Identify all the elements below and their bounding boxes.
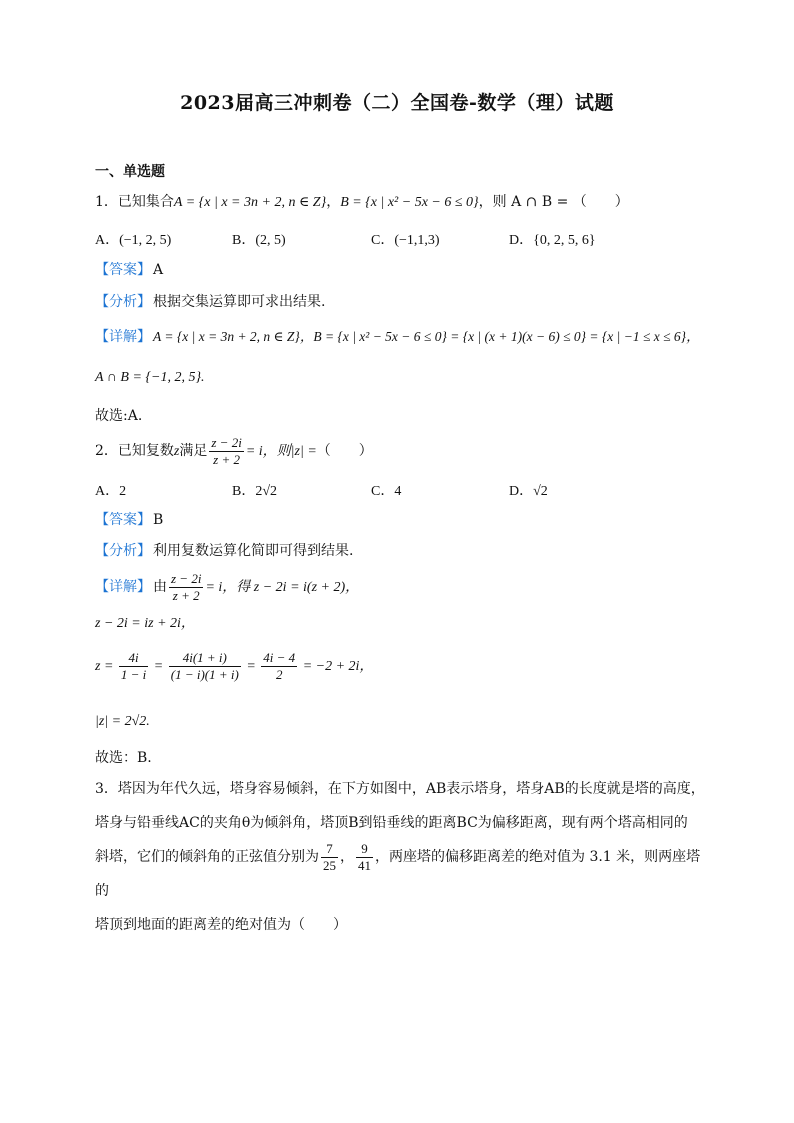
q2-step3: z = $\frac{4i}{1 - i}$ = $\frac{4i(1 + i)}{(1 - i)(1 + i)}$ = $\frac{4i - 4}{2}$ = −2 + 2i， bbox=[95, 650, 374, 683]
q1-detail-line1: A = {x | x = 3n + 2, n ∈ Z}，B = {x | x² − 5x − 6 ≤ 0} = {x | (x + 1)(x − 6) ≤ 0} = {x | −1 ≤ x ≤ 6}， bbox=[153, 329, 700, 344]
q2-step3-frac3-den: 2 bbox=[275, 667, 283, 683]
q2-step4: |z| = 2√2. bbox=[95, 714, 150, 729]
q2-detail bbox=[95, 570, 359, 605]
q1-answer bbox=[95, 260, 163, 280]
q2-detail-frac-num: z − 2i bbox=[171, 570, 202, 586]
q2-step3-frac2-num: 4i(1 + i) bbox=[169, 650, 241, 667]
q2-step3-frac1 bbox=[119, 650, 148, 683]
q3-frac1-den: 25 bbox=[323, 857, 336, 873]
q1-set-b: B = {x | x² − 5x − 6 ≤ 0} bbox=[340, 195, 479, 210]
q2-step3-frac3 bbox=[261, 650, 297, 683]
q3-line3-prefix: 斜塔，它们的倾斜角的正弦值分别为 bbox=[95, 849, 319, 865]
q2-detail-get: = i，得 z − 2i = i(z + 2)， bbox=[205, 580, 360, 595]
answer-tag: 【答案】 bbox=[95, 512, 151, 528]
q1-analysis-text: 根据交集运算即可求出结果. bbox=[153, 294, 326, 310]
q2-stem-suffix: （ ） bbox=[316, 443, 373, 459]
q2-detail-you: 由 bbox=[153, 579, 167, 595]
q1-detail bbox=[95, 327, 700, 347]
q3-fraction-1 bbox=[321, 841, 338, 874]
q3-line4: 塔顶到地面的距离差的绝对值为（ ） bbox=[95, 917, 347, 933]
q3-line3-suffix: ，两座塔的偏移距离差的绝对值为 3.1 米，则两座塔的 bbox=[95, 849, 701, 899]
q3-line3: 斜塔，它们的倾斜角的正弦值分别为 $\frac{7}{25}$ ， $\frac{9}{41}$ ，两座塔的偏移距离差的绝对值为 3.1 米，则两座塔的 bbox=[95, 840, 701, 899]
analysis-tag: 【分析】 bbox=[95, 543, 151, 559]
q2-step3-rhs: = −2 + 2i， bbox=[302, 659, 374, 674]
q2-option-b: B．2√2 bbox=[232, 484, 278, 499]
q2-answer bbox=[95, 510, 163, 530]
q1-sep: ， bbox=[326, 194, 341, 210]
q2-fraction bbox=[209, 435, 243, 468]
q1-stem-prefix: 1．已知集合 bbox=[95, 194, 174, 210]
q3-line2: 塔身与铅垂线AC的夹角θ为倾斜角，塔顶B到铅垂线的距离BC为偏移距离，现有两个塔高相同的 bbox=[95, 815, 688, 831]
q2-step3-frac3-num: 4i − 4 bbox=[263, 650, 296, 666]
q2-frac-num: z − 2i bbox=[211, 434, 242, 450]
q1-set-a: A = {x | x = 3n + 2, n ∈ Z} bbox=[173, 195, 327, 210]
q2-option-c: C．4 bbox=[371, 484, 402, 499]
q3-stem bbox=[95, 772, 705, 942]
q1-answer-value: A bbox=[153, 262, 164, 278]
detail-tag: 【详解】 bbox=[95, 579, 151, 595]
q2-stem bbox=[95, 434, 373, 469]
q2-stem-mid: 满足 bbox=[179, 443, 208, 459]
q3-frac2-den: 41 bbox=[358, 857, 371, 873]
q2-analysis bbox=[95, 541, 353, 561]
q1-option-a: A．(−1, 2, 5) bbox=[95, 233, 172, 248]
section-heading: 一、单选题 bbox=[95, 164, 165, 180]
q3-frac2-num: 9 bbox=[356, 841, 373, 858]
q2-step3-frac1-den: 1 − i bbox=[120, 667, 147, 683]
q2-eq-i: = i，则 bbox=[245, 444, 291, 459]
q1-option-d: D．{0, 2, 5, 6} bbox=[509, 233, 596, 248]
q2-detail-frac-den: z + 2 bbox=[172, 587, 200, 603]
q2-step3-frac2-den: (1 − i)(1 + i) bbox=[170, 667, 239, 683]
q2-conclusion: 故选：B. bbox=[95, 750, 152, 766]
q1-conclusion: 故选:A. bbox=[95, 408, 143, 424]
q2-detail-fraction bbox=[169, 571, 203, 604]
q2-abs-z: |z| = bbox=[290, 444, 317, 459]
q2-step3-frac2 bbox=[169, 650, 241, 683]
q2-var: z bbox=[173, 444, 180, 459]
analysis-tag: 【分析】 bbox=[95, 294, 151, 310]
q2-stem-prefix: 2．已知复数 bbox=[95, 443, 174, 459]
q2-answer-value: B bbox=[153, 512, 164, 528]
page-title: 2023届高三冲刺卷（二）全国卷-数学（理）试题 bbox=[180, 92, 614, 114]
answer-tag: 【答案】 bbox=[95, 262, 151, 278]
q2-analysis-text: 利用复数运算化简即可得到结果. bbox=[153, 543, 354, 559]
q2-option-d: D．√2 bbox=[509, 484, 548, 499]
q2-step3-lhs: z = bbox=[95, 659, 114, 674]
q1-detail-line2: A ∩ B = {−1, 2, 5}. bbox=[95, 370, 205, 385]
q1-stem bbox=[95, 192, 629, 213]
q1-analysis bbox=[95, 292, 325, 312]
q3-frac1-num: 7 bbox=[321, 841, 338, 858]
q2-step3-frac1-num: 4i bbox=[119, 650, 148, 667]
q3-line1: 3．塔因为年代久远，塔身容易倾斜，在下方如图中，AB表示塔身，塔身AB的长度就是塔的高度， bbox=[95, 781, 705, 797]
q2-option-a: A．2 bbox=[95, 484, 127, 499]
q2-frac-den: z + 2 bbox=[213, 451, 241, 467]
q2-step2: z − 2i = iz + 2i， bbox=[95, 616, 195, 631]
q3-fraction-2 bbox=[356, 841, 373, 874]
q1-option-b: B．(2, 5) bbox=[232, 233, 286, 248]
q1-option-c: C．(−1,1,3) bbox=[371, 233, 440, 248]
detail-tag: 【详解】 bbox=[95, 329, 151, 345]
q1-stem-suffix: ，则 A ∩ B = （ ） bbox=[478, 194, 629, 210]
